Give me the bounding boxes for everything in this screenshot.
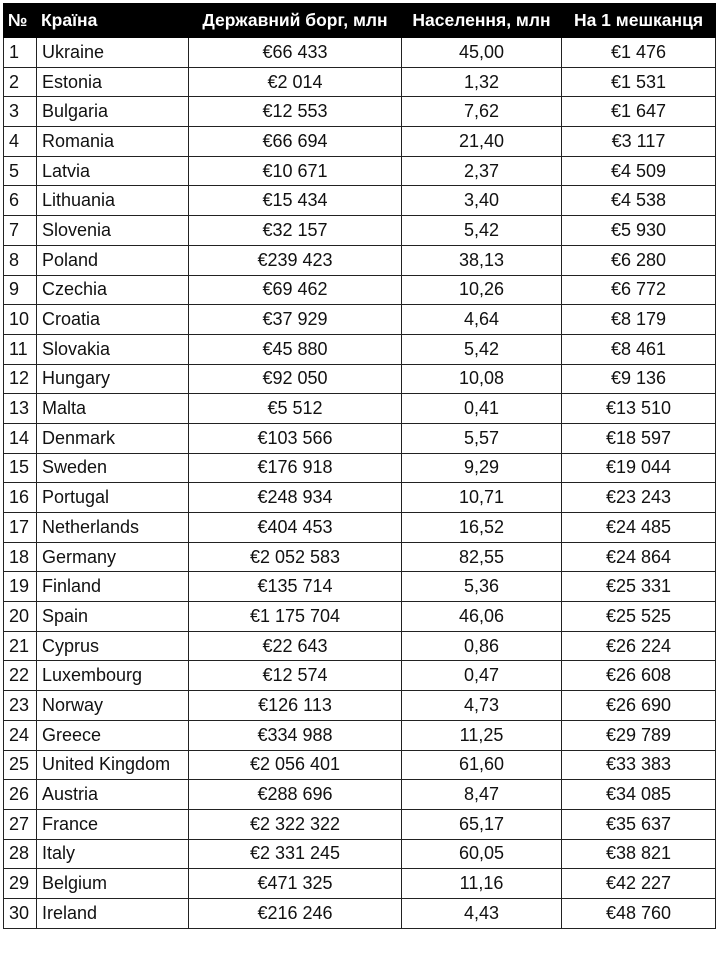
cell-country: Spain	[37, 602, 189, 632]
cell-per-capita: €4 538	[562, 186, 716, 216]
cell-per-capita: €3 117	[562, 127, 716, 157]
cell-population: 10,26	[402, 275, 562, 305]
cell-country: Cyprus	[37, 631, 189, 661]
header-debt: Державний борг, млн	[189, 4, 402, 38]
cell-debt: €1 175 704	[189, 602, 402, 632]
cell-country: Romania	[37, 127, 189, 157]
debt-table-container	[3, 3, 715, 929]
cell-per-capita: €6 280	[562, 245, 716, 275]
cell-debt: €2 052 583	[189, 542, 402, 572]
cell-country: Ireland	[37, 898, 189, 928]
cell-population: 61,60	[402, 750, 562, 780]
cell-debt: €37 929	[189, 305, 402, 335]
table-row	[4, 661, 716, 691]
cell-debt: €12 574	[189, 661, 402, 691]
cell-per-capita: €23 243	[562, 483, 716, 513]
cell-population: 11,16	[402, 869, 562, 899]
cell-per-capita: €1 647	[562, 97, 716, 127]
cell-debt: €45 880	[189, 334, 402, 364]
cell-population: 0,47	[402, 661, 562, 691]
header-num: №	[4, 4, 37, 38]
cell-population: 4,43	[402, 898, 562, 928]
cell-per-capita: €18 597	[562, 423, 716, 453]
cell-country: Ukraine	[37, 38, 189, 68]
cell-debt: €2 331 245	[189, 839, 402, 869]
cell-num: 6	[4, 186, 37, 216]
cell-debt: €5 512	[189, 394, 402, 424]
cell-debt: €22 643	[189, 631, 402, 661]
cell-num: 15	[4, 453, 37, 483]
cell-debt: €176 918	[189, 453, 402, 483]
cell-country: Greece	[37, 720, 189, 750]
cell-debt: €216 246	[189, 898, 402, 928]
cell-population: 5,36	[402, 572, 562, 602]
cell-per-capita: €42 227	[562, 869, 716, 899]
table-row	[4, 245, 716, 275]
table-row	[4, 542, 716, 572]
cell-population: 0,41	[402, 394, 562, 424]
cell-num: 8	[4, 245, 37, 275]
cell-num: 27	[4, 809, 37, 839]
table-row	[4, 423, 716, 453]
cell-num: 7	[4, 216, 37, 246]
cell-country: Portugal	[37, 483, 189, 513]
cell-population: 8,47	[402, 780, 562, 810]
cell-num: 26	[4, 780, 37, 810]
cell-num: 23	[4, 691, 37, 721]
cell-debt: €471 325	[189, 869, 402, 899]
table-row	[4, 839, 716, 869]
cell-debt: €248 934	[189, 483, 402, 513]
table-body	[4, 38, 716, 929]
cell-country: France	[37, 809, 189, 839]
header-country: Країна	[37, 4, 189, 38]
cell-num: 19	[4, 572, 37, 602]
cell-per-capita: €48 760	[562, 898, 716, 928]
cell-per-capita: €33 383	[562, 750, 716, 780]
cell-population: 45,00	[402, 38, 562, 68]
cell-debt: €32 157	[189, 216, 402, 246]
cell-country: Austria	[37, 780, 189, 810]
cell-debt: €66 694	[189, 127, 402, 157]
cell-country: United Kingdom	[37, 750, 189, 780]
cell-population: 82,55	[402, 542, 562, 572]
cell-per-capita: €6 772	[562, 275, 716, 305]
cell-num: 17	[4, 513, 37, 543]
cell-country: Latvia	[37, 156, 189, 186]
cell-population: 2,37	[402, 156, 562, 186]
cell-per-capita: €5 930	[562, 216, 716, 246]
cell-per-capita: €35 637	[562, 809, 716, 839]
cell-num: 3	[4, 97, 37, 127]
cell-debt: €92 050	[189, 364, 402, 394]
header-per-capita: На 1 мешканця	[562, 4, 716, 38]
cell-num: 14	[4, 423, 37, 453]
cell-per-capita: €24 485	[562, 513, 716, 543]
table-row	[4, 483, 716, 513]
debt-table	[3, 3, 716, 929]
table-row	[4, 453, 716, 483]
cell-population: 11,25	[402, 720, 562, 750]
cell-num: 1	[4, 38, 37, 68]
header-population: Населення, млн	[402, 4, 562, 38]
cell-debt: €103 566	[189, 423, 402, 453]
cell-num: 21	[4, 631, 37, 661]
cell-num: 16	[4, 483, 37, 513]
cell-num: 5	[4, 156, 37, 186]
table-row	[4, 305, 716, 335]
cell-country: Denmark	[37, 423, 189, 453]
cell-debt: €334 988	[189, 720, 402, 750]
cell-num: 24	[4, 720, 37, 750]
cell-num: 10	[4, 305, 37, 335]
cell-num: 29	[4, 869, 37, 899]
cell-per-capita: €8 461	[562, 334, 716, 364]
cell-population: 10,08	[402, 364, 562, 394]
table-row	[4, 513, 716, 543]
cell-debt: €12 553	[189, 97, 402, 127]
table-row	[4, 186, 716, 216]
cell-num: 2	[4, 67, 37, 97]
cell-population: 7,62	[402, 97, 562, 127]
cell-per-capita: €29 789	[562, 720, 716, 750]
cell-num: 13	[4, 394, 37, 424]
cell-country: Lithuania	[37, 186, 189, 216]
cell-per-capita: €1 476	[562, 38, 716, 68]
cell-debt: €135 714	[189, 572, 402, 602]
cell-country: Finland	[37, 572, 189, 602]
cell-country: Sweden	[37, 453, 189, 483]
cell-per-capita: €38 821	[562, 839, 716, 869]
cell-per-capita: €26 608	[562, 661, 716, 691]
cell-debt: €288 696	[189, 780, 402, 810]
cell-population: 5,42	[402, 216, 562, 246]
cell-debt: €10 671	[189, 156, 402, 186]
cell-country: Luxembourg	[37, 661, 189, 691]
cell-num: 20	[4, 602, 37, 632]
cell-population: 4,64	[402, 305, 562, 335]
cell-per-capita: €1 531	[562, 67, 716, 97]
cell-country: Italy	[37, 839, 189, 869]
cell-per-capita: €25 525	[562, 602, 716, 632]
cell-population: 10,71	[402, 483, 562, 513]
table-row	[4, 334, 716, 364]
cell-population: 16,52	[402, 513, 562, 543]
table-row	[4, 602, 716, 632]
table-row	[4, 38, 716, 68]
cell-country: Czechia	[37, 275, 189, 305]
cell-debt: €239 423	[189, 245, 402, 275]
table-row	[4, 364, 716, 394]
cell-population: 3,40	[402, 186, 562, 216]
cell-per-capita: €8 179	[562, 305, 716, 335]
cell-country: Hungary	[37, 364, 189, 394]
cell-per-capita: €24 864	[562, 542, 716, 572]
cell-per-capita: €26 224	[562, 631, 716, 661]
table-row	[4, 156, 716, 186]
table-row	[4, 691, 716, 721]
cell-population: 4,73	[402, 691, 562, 721]
cell-num: 4	[4, 127, 37, 157]
cell-population: 0,86	[402, 631, 562, 661]
cell-debt: €2 014	[189, 67, 402, 97]
cell-population: 46,06	[402, 602, 562, 632]
cell-country: Bulgaria	[37, 97, 189, 127]
table-row	[4, 720, 716, 750]
cell-num: 28	[4, 839, 37, 869]
table-row	[4, 394, 716, 424]
cell-population: 21,40	[402, 127, 562, 157]
cell-population: 60,05	[402, 839, 562, 869]
cell-per-capita: €25 331	[562, 572, 716, 602]
cell-country: Germany	[37, 542, 189, 572]
cell-country: Poland	[37, 245, 189, 275]
cell-population: 1,32	[402, 67, 562, 97]
table-row	[4, 275, 716, 305]
cell-num: 30	[4, 898, 37, 928]
table-row	[4, 750, 716, 780]
cell-per-capita: €19 044	[562, 453, 716, 483]
cell-population: 9,29	[402, 453, 562, 483]
table-row	[4, 631, 716, 661]
table-row	[4, 67, 716, 97]
cell-country: Slovenia	[37, 216, 189, 246]
cell-num: 9	[4, 275, 37, 305]
cell-country: Belgium	[37, 869, 189, 899]
cell-debt: €15 434	[189, 186, 402, 216]
cell-debt: €66 433	[189, 38, 402, 68]
cell-population: 65,17	[402, 809, 562, 839]
table-row	[4, 572, 716, 602]
cell-population: 5,42	[402, 334, 562, 364]
cell-num: 22	[4, 661, 37, 691]
cell-country: Norway	[37, 691, 189, 721]
cell-country: Slovakia	[37, 334, 189, 364]
cell-num: 11	[4, 334, 37, 364]
table-row	[4, 127, 716, 157]
cell-country: Malta	[37, 394, 189, 424]
cell-num: 18	[4, 542, 37, 572]
table-row	[4, 216, 716, 246]
cell-population: 38,13	[402, 245, 562, 275]
cell-debt: €2 056 401	[189, 750, 402, 780]
cell-num: 25	[4, 750, 37, 780]
table-row	[4, 780, 716, 810]
cell-debt: €404 453	[189, 513, 402, 543]
table-row	[4, 97, 716, 127]
cell-per-capita: €26 690	[562, 691, 716, 721]
cell-per-capita: €9 136	[562, 364, 716, 394]
cell-debt: €69 462	[189, 275, 402, 305]
header-row	[4, 4, 716, 38]
table-row	[4, 869, 716, 899]
cell-per-capita: €13 510	[562, 394, 716, 424]
table-row	[4, 898, 716, 928]
cell-per-capita: €34 085	[562, 780, 716, 810]
cell-population: 5,57	[402, 423, 562, 453]
cell-num: 12	[4, 364, 37, 394]
cell-country: Netherlands	[37, 513, 189, 543]
cell-per-capita: €4 509	[562, 156, 716, 186]
cell-country: Croatia	[37, 305, 189, 335]
cell-debt: €126 113	[189, 691, 402, 721]
cell-country: Estonia	[37, 67, 189, 97]
table-row	[4, 809, 716, 839]
cell-debt: €2 322 322	[189, 809, 402, 839]
